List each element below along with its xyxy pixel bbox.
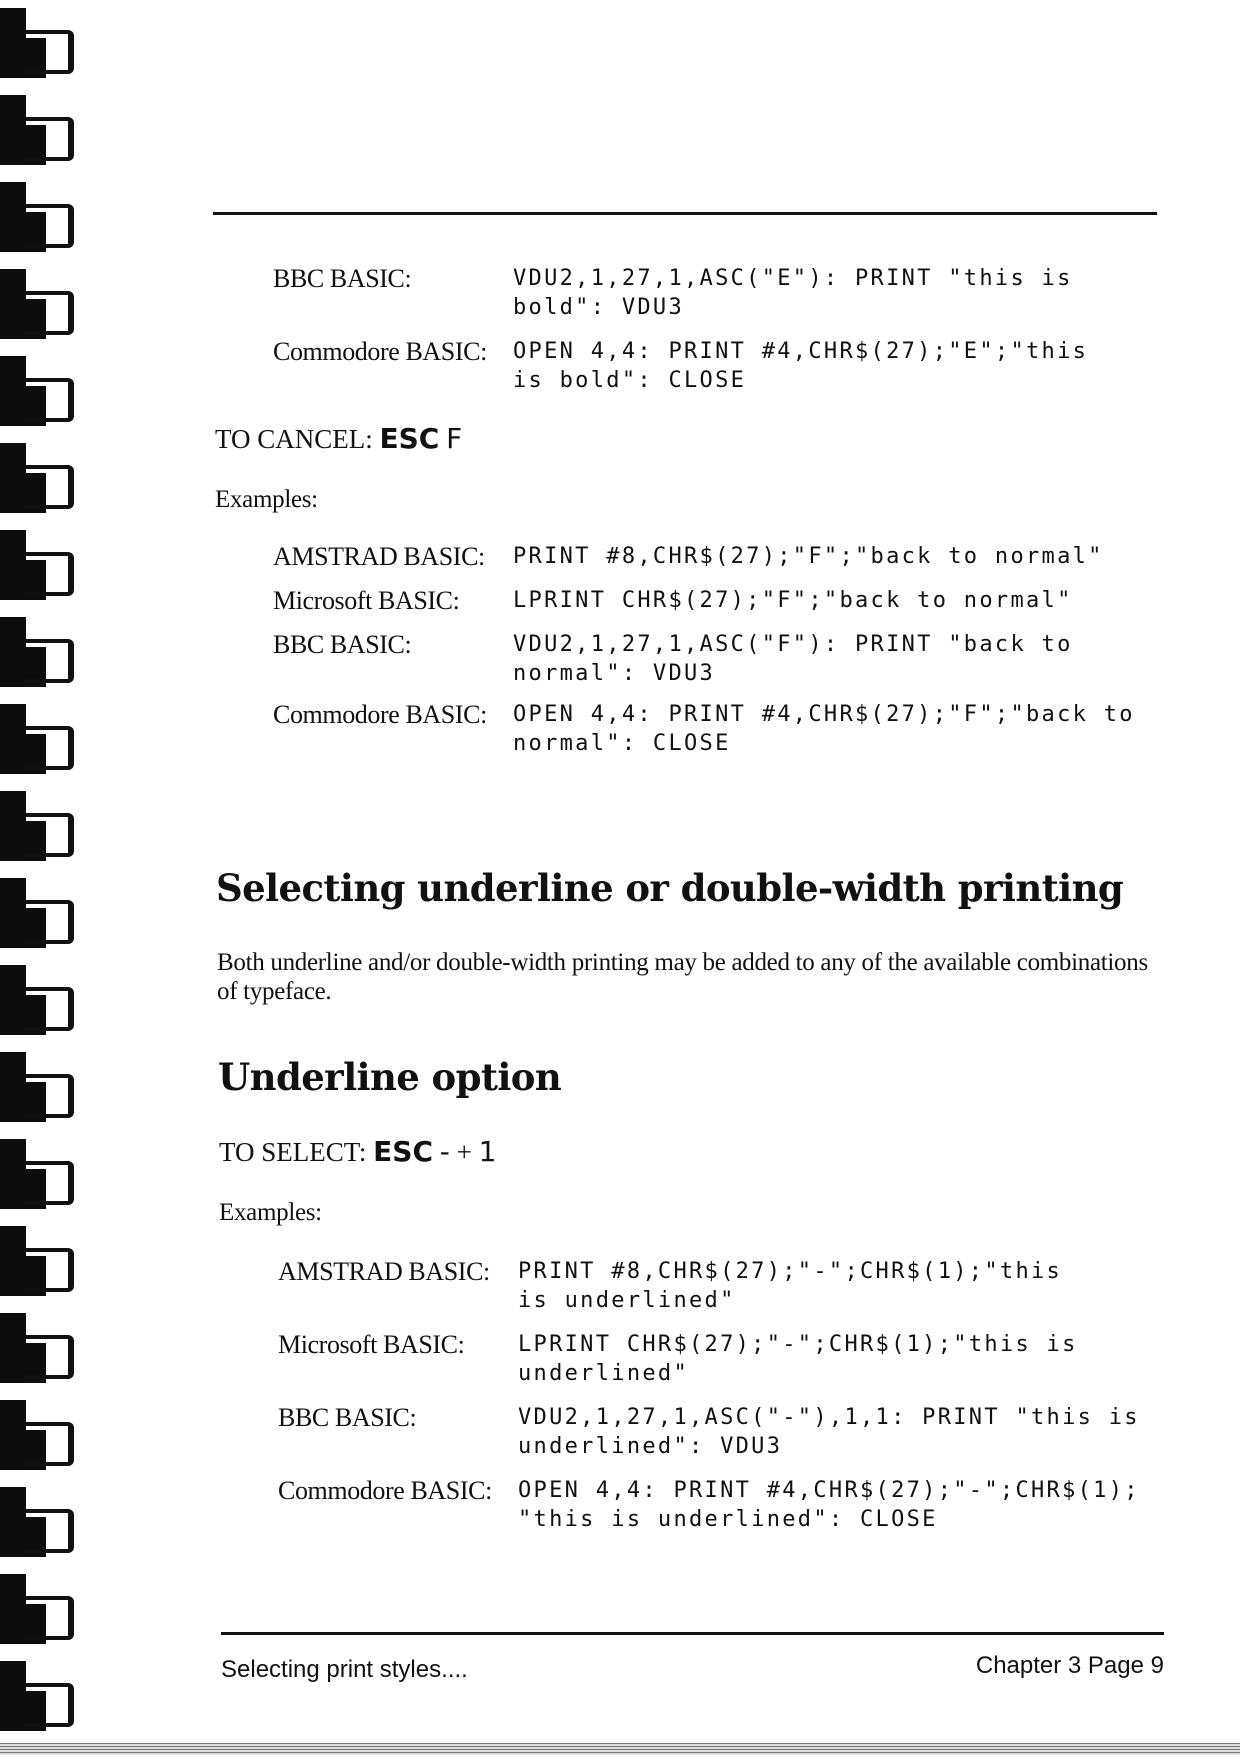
- code-line: OPEN 4,4: PRINT #4,CHR$(27);"F";"back to normal": CLOSE: [513, 702, 1135, 756]
- command-arg: F: [446, 422, 463, 455]
- language-label: Microsoft BASIC:: [273, 586, 460, 615]
- binding-ring: [0, 356, 90, 440]
- section-heading: Selecting underline or double-width printing: [216, 866, 1124, 910]
- language-label: Microsoft BASIC:: [278, 1330, 465, 1359]
- code-example-row: [273, 264, 1073, 322]
- code-line: VDU2,1,27,1,ASC("F"): PRINT "back to normal": VDU3: [513, 632, 1073, 686]
- code-line: VDU2,1,27,1,ASC("E"): PRINT "this is bold": VDU3: [513, 266, 1073, 320]
- footer-page-number: Chapter 3 Page 9: [975, 1652, 1164, 1679]
- binding-ring: [0, 878, 90, 962]
- code-line: LPRINT CHR$(27);"-";CHR$(1);"this is underlined": [518, 1332, 1078, 1386]
- binding-ring: [0, 965, 90, 1049]
- examples-label: Examples:: [215, 486, 318, 513]
- binding-ring: [0, 1487, 90, 1571]
- code-example-row: [273, 586, 1073, 616]
- plus-sign: +: [456, 1137, 472, 1167]
- binding-ring: [0, 1313, 90, 1397]
- cancel-label: TO CANCEL:: [215, 424, 373, 454]
- binding-ring: [0, 704, 90, 788]
- binding-ring: [0, 443, 90, 527]
- binding-ring: [0, 791, 90, 875]
- code-example-row: [273, 542, 1104, 572]
- footer-section-title: Selecting print styles....: [221, 1656, 468, 1683]
- command-arg: -: [439, 1135, 450, 1168]
- language-label: BBC BASIC:: [273, 264, 412, 293]
- cancel-command: [215, 422, 462, 455]
- binding-ring: [0, 1226, 90, 1310]
- code-example-row: [273, 700, 1135, 758]
- binding-ring: [0, 8, 90, 92]
- binding-ring: [0, 269, 90, 353]
- language-label: BBC BASIC:: [278, 1403, 417, 1432]
- select-label: TO SELECT:: [219, 1137, 367, 1167]
- examples-label: Examples:: [219, 1199, 322, 1226]
- code-example-row: [273, 337, 1088, 395]
- code-example-row: [278, 1476, 1140, 1534]
- code-example-row: [278, 1257, 1062, 1315]
- esc-key: ESC: [379, 422, 440, 455]
- code-line: LPRINT CHR$(27);"F";"back to normal": [513, 588, 1073, 613]
- code-line: PRINT #8,CHR$(27);"F";"back to normal": [513, 544, 1104, 569]
- spiral-binding: [0, 0, 90, 1755]
- binding-ring: [0, 1574, 90, 1658]
- binding-ring: [0, 1139, 90, 1223]
- binding-ring: [0, 1661, 90, 1745]
- language-label: Commodore BASIC:: [278, 1476, 492, 1505]
- footer-rule: [221, 1632, 1164, 1635]
- top-rule: [213, 212, 1157, 215]
- code-example-row: [278, 1403, 1140, 1461]
- esc-key: ESC: [373, 1135, 433, 1168]
- language-label: Commodore BASIC:: [273, 700, 487, 729]
- binding-ring: [0, 182, 90, 266]
- language-label: BBC BASIC:: [273, 630, 412, 659]
- binding-ring: [0, 617, 90, 701]
- binding-ring: [0, 95, 90, 179]
- code-line: OPEN 4,4: PRINT #4,CHR$(27);"E";"this is bold": CLOSE: [513, 339, 1089, 393]
- language-label: AMSTRAD BASIC:: [278, 1257, 490, 1286]
- code-example-row: [278, 1330, 1078, 1388]
- code-line: OPEN 4,4: PRINT #4,CHR$(27);"-";CHR$(1); "this is underlined": CLOSE: [518, 1478, 1140, 1532]
- command-arg: 1: [478, 1135, 497, 1168]
- subsection-heading: Underline option: [218, 1055, 562, 1099]
- code-line: VDU2,1,27,1,ASC("-"),1,1: PRINT "this is underlined": VDU3: [518, 1405, 1140, 1459]
- binding-ring: [0, 1052, 90, 1136]
- binding-ring: [0, 1400, 90, 1484]
- code-line: PRINT #8,CHR$(27);"-";CHR$(1);"this is underlined": [518, 1259, 1063, 1313]
- select-command: [219, 1135, 496, 1168]
- language-label: Commodore BASIC:: [273, 337, 487, 366]
- section-paragraph: Both underline and/or double-width printing may be added to any of the available combinations of typeface.: [217, 949, 1148, 1005]
- scan-edge: [0, 1743, 1240, 1755]
- language-label: AMSTRAD BASIC:: [273, 542, 485, 571]
- binding-ring: [0, 530, 90, 614]
- code-example-row: [273, 630, 1073, 688]
